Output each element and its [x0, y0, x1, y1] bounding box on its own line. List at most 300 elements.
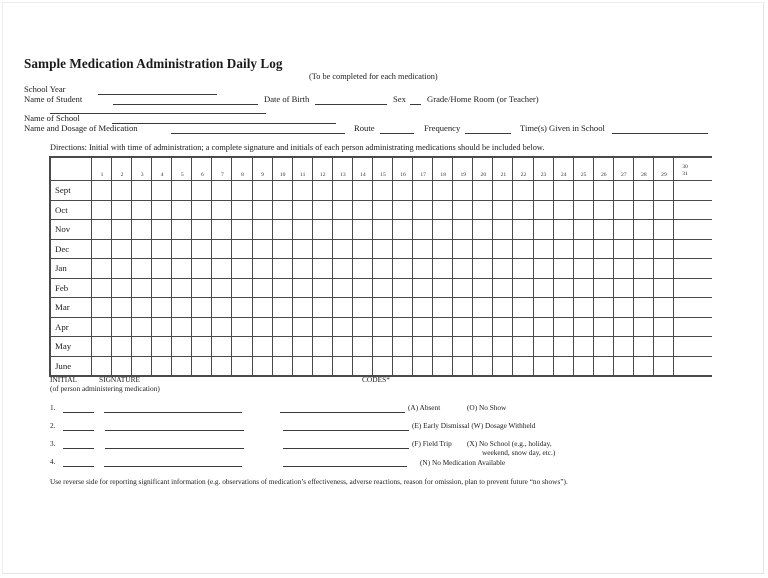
log-cell-nov-17[interactable] [413, 220, 432, 238]
log-cell-june-29[interactable] [654, 357, 673, 375]
log-cell-jan-24[interactable] [554, 259, 573, 277]
log-cell-feb-7[interactable] [212, 279, 231, 297]
log-cell-apr-25[interactable] [574, 318, 593, 336]
log-cell-nov-6[interactable] [192, 220, 211, 238]
log-cell-sept-27[interactable] [614, 181, 633, 199]
log-cell-jan-12[interactable] [313, 259, 332, 277]
log-cell-nov-9[interactable] [253, 220, 272, 238]
times-given-field[interactable] [612, 133, 708, 134]
log-cell-june-22[interactable] [513, 357, 532, 375]
log-cell-june-27[interactable] [614, 357, 633, 375]
log-cell-sept-5[interactable] [172, 181, 191, 199]
log-cell-mar-10[interactable] [273, 298, 292, 316]
log-cell-june-10[interactable] [273, 357, 292, 375]
log-cell-june-7[interactable] [212, 357, 231, 375]
log-cell-jan-13[interactable] [333, 259, 352, 277]
log-cell-mar-22[interactable] [513, 298, 532, 316]
log-cell-apr-26[interactable] [594, 318, 613, 336]
log-cell-oct-4[interactable] [152, 201, 171, 219]
log-cell-feb-28[interactable] [634, 279, 653, 297]
code-entry-field-2[interactable] [283, 430, 409, 431]
log-cell-nov-18[interactable] [433, 220, 452, 238]
log-cell-oct-11[interactable] [293, 201, 312, 219]
log-cell-sept-19[interactable] [453, 181, 472, 199]
log-cell-june-15[interactable] [373, 357, 392, 375]
log-cell-dec-17[interactable] [413, 240, 432, 258]
log-cell-apr-10[interactable] [273, 318, 292, 336]
log-cell-dec-10[interactable] [273, 240, 292, 258]
log-cell-feb-21[interactable] [493, 279, 512, 297]
log-cell-feb-26[interactable] [594, 279, 613, 297]
log-cell-nov-14[interactable] [353, 220, 372, 238]
log-cell-feb-16[interactable] [393, 279, 412, 297]
log-cell-sept-25[interactable] [574, 181, 593, 199]
log-cell-dec-14[interactable] [353, 240, 372, 258]
log-cell-mar-1[interactable] [92, 298, 111, 316]
log-cell-feb-2[interactable] [112, 279, 131, 297]
log-cell-june-2[interactable] [112, 357, 131, 375]
log-cell-may-22[interactable] [513, 337, 532, 355]
log-cell-dec-22[interactable] [513, 240, 532, 258]
log-cell-jan-23[interactable] [534, 259, 553, 277]
log-cell-nov-15[interactable] [373, 220, 392, 238]
log-cell-dec-1[interactable] [92, 240, 111, 258]
log-cell-dec-15[interactable] [373, 240, 392, 258]
log-cell-apr-29[interactable] [654, 318, 673, 336]
log-cell-oct-16[interactable] [393, 201, 412, 219]
log-cell-sept-30[interactable] [674, 181, 711, 199]
log-cell-jan-29[interactable] [654, 259, 673, 277]
log-cell-dec-25[interactable] [574, 240, 593, 258]
log-cell-feb-30[interactable] [674, 279, 711, 297]
log-cell-dec-8[interactable] [232, 240, 251, 258]
log-cell-mar-3[interactable] [132, 298, 151, 316]
log-cell-oct-24[interactable] [554, 201, 573, 219]
log-cell-apr-20[interactable] [473, 318, 492, 336]
log-cell-apr-19[interactable] [453, 318, 472, 336]
log-cell-may-20[interactable] [473, 337, 492, 355]
log-cell-may-4[interactable] [152, 337, 171, 355]
log-cell-june-18[interactable] [433, 357, 452, 375]
log-cell-jan-26[interactable] [594, 259, 613, 277]
log-cell-dec-26[interactable] [594, 240, 613, 258]
log-cell-dec-5[interactable] [172, 240, 191, 258]
log-cell-dec-6[interactable] [192, 240, 211, 258]
log-cell-oct-23[interactable] [534, 201, 553, 219]
log-cell-sept-14[interactable] [353, 181, 372, 199]
log-cell-june-26[interactable] [594, 357, 613, 375]
log-cell-may-2[interactable] [112, 337, 131, 355]
name-of-student-field-continued[interactable] [50, 113, 266, 114]
code-entry-field-1[interactable] [280, 412, 405, 413]
log-cell-mar-16[interactable] [393, 298, 412, 316]
log-cell-mar-29[interactable] [654, 298, 673, 316]
initial-field-1[interactable] [63, 412, 94, 413]
log-cell-may-27[interactable] [614, 337, 633, 355]
log-cell-apr-4[interactable] [152, 318, 171, 336]
log-cell-sept-3[interactable] [132, 181, 151, 199]
log-cell-sept-9[interactable] [253, 181, 272, 199]
log-cell-mar-7[interactable] [212, 298, 231, 316]
log-cell-feb-5[interactable] [172, 279, 191, 297]
log-cell-mar-20[interactable] [473, 298, 492, 316]
log-cell-oct-27[interactable] [614, 201, 633, 219]
log-cell-oct-6[interactable] [192, 201, 211, 219]
log-cell-sept-20[interactable] [473, 181, 492, 199]
log-cell-feb-13[interactable] [333, 279, 352, 297]
log-cell-may-5[interactable] [172, 337, 191, 355]
log-cell-oct-14[interactable] [353, 201, 372, 219]
log-cell-feb-10[interactable] [273, 279, 292, 297]
log-cell-oct-17[interactable] [413, 201, 432, 219]
log-cell-mar-27[interactable] [614, 298, 633, 316]
log-cell-mar-4[interactable] [152, 298, 171, 316]
log-cell-mar-30[interactable] [674, 298, 711, 316]
log-cell-dec-3[interactable] [132, 240, 151, 258]
log-cell-mar-23[interactable] [534, 298, 553, 316]
log-cell-feb-4[interactable] [152, 279, 171, 297]
log-cell-feb-27[interactable] [614, 279, 633, 297]
log-cell-feb-17[interactable] [413, 279, 432, 297]
log-cell-june-28[interactable] [634, 357, 653, 375]
log-cell-may-16[interactable] [393, 337, 412, 355]
log-cell-nov-3[interactable] [132, 220, 151, 238]
log-cell-june-19[interactable] [453, 357, 472, 375]
log-cell-may-21[interactable] [493, 337, 512, 355]
log-cell-nov-11[interactable] [293, 220, 312, 238]
log-cell-apr-21[interactable] [493, 318, 512, 336]
log-cell-may-13[interactable] [333, 337, 352, 355]
log-cell-sept-11[interactable] [293, 181, 312, 199]
log-cell-jan-21[interactable] [493, 259, 512, 277]
log-cell-oct-9[interactable] [253, 201, 272, 219]
log-cell-nov-12[interactable] [313, 220, 332, 238]
log-cell-sept-1[interactable] [92, 181, 111, 199]
log-cell-jan-8[interactable] [232, 259, 251, 277]
log-cell-dec-19[interactable] [453, 240, 472, 258]
signature-field-4[interactable] [104, 466, 242, 467]
log-cell-oct-22[interactable] [513, 201, 532, 219]
log-cell-sept-22[interactable] [513, 181, 532, 199]
log-cell-may-25[interactable] [574, 337, 593, 355]
log-cell-oct-30[interactable] [674, 201, 711, 219]
log-cell-june-16[interactable] [393, 357, 412, 375]
log-cell-mar-19[interactable] [453, 298, 472, 316]
log-cell-feb-14[interactable] [353, 279, 372, 297]
log-cell-mar-26[interactable] [594, 298, 613, 316]
log-cell-mar-5[interactable] [172, 298, 191, 316]
log-cell-feb-23[interactable] [534, 279, 553, 297]
log-cell-apr-7[interactable] [212, 318, 231, 336]
log-cell-apr-18[interactable] [433, 318, 452, 336]
sex-field[interactable] [410, 104, 421, 105]
signature-field-2[interactable] [105, 430, 244, 431]
log-cell-may-3[interactable] [132, 337, 151, 355]
log-cell-nov-28[interactable] [634, 220, 653, 238]
log-cell-mar-21[interactable] [493, 298, 512, 316]
log-cell-mar-15[interactable] [373, 298, 392, 316]
log-cell-sept-23[interactable] [534, 181, 553, 199]
log-cell-june-9[interactable] [253, 357, 272, 375]
log-cell-apr-3[interactable] [132, 318, 151, 336]
log-cell-may-24[interactable] [554, 337, 573, 355]
log-cell-oct-8[interactable] [232, 201, 251, 219]
log-cell-oct-2[interactable] [112, 201, 131, 219]
log-cell-dec-18[interactable] [433, 240, 452, 258]
log-cell-nov-8[interactable] [232, 220, 251, 238]
log-cell-june-25[interactable] [574, 357, 593, 375]
name-dosage-field[interactable] [171, 133, 345, 134]
log-cell-nov-16[interactable] [393, 220, 412, 238]
frequency-field[interactable] [465, 133, 511, 134]
date-of-birth-field[interactable] [315, 104, 387, 105]
log-cell-feb-19[interactable] [453, 279, 472, 297]
log-cell-jan-16[interactable] [393, 259, 412, 277]
log-cell-mar-14[interactable] [353, 298, 372, 316]
log-cell-oct-25[interactable] [574, 201, 593, 219]
log-cell-may-15[interactable] [373, 337, 392, 355]
log-cell-oct-28[interactable] [634, 201, 653, 219]
log-cell-dec-2[interactable] [112, 240, 131, 258]
log-cell-apr-2[interactable] [112, 318, 131, 336]
log-cell-dec-12[interactable] [313, 240, 332, 258]
log-cell-sept-4[interactable] [152, 181, 171, 199]
log-cell-nov-20[interactable] [473, 220, 492, 238]
log-cell-oct-26[interactable] [594, 201, 613, 219]
log-cell-jan-11[interactable] [293, 259, 312, 277]
log-cell-nov-19[interactable] [453, 220, 472, 238]
log-cell-dec-24[interactable] [554, 240, 573, 258]
log-cell-nov-13[interactable] [333, 220, 352, 238]
log-cell-june-12[interactable] [313, 357, 332, 375]
log-cell-dec-9[interactable] [253, 240, 272, 258]
log-cell-apr-24[interactable] [554, 318, 573, 336]
log-cell-mar-24[interactable] [554, 298, 573, 316]
log-cell-apr-17[interactable] [413, 318, 432, 336]
log-cell-dec-13[interactable] [333, 240, 352, 258]
school-year-field[interactable] [98, 94, 217, 95]
log-cell-dec-7[interactable] [212, 240, 231, 258]
log-cell-apr-14[interactable] [353, 318, 372, 336]
log-cell-jan-28[interactable] [634, 259, 653, 277]
log-cell-nov-21[interactable] [493, 220, 512, 238]
log-cell-june-4[interactable] [152, 357, 171, 375]
log-cell-oct-20[interactable] [473, 201, 492, 219]
log-cell-sept-28[interactable] [634, 181, 653, 199]
log-cell-may-8[interactable] [232, 337, 251, 355]
log-cell-nov-1[interactable] [92, 220, 111, 238]
log-cell-may-12[interactable] [313, 337, 332, 355]
log-cell-sept-15[interactable] [373, 181, 392, 199]
log-cell-oct-1[interactable] [92, 201, 111, 219]
log-cell-may-9[interactable] [253, 337, 272, 355]
log-cell-sept-29[interactable] [654, 181, 673, 199]
log-cell-sept-18[interactable] [433, 181, 452, 199]
log-cell-may-29[interactable] [654, 337, 673, 355]
log-cell-jan-7[interactable] [212, 259, 231, 277]
log-cell-apr-12[interactable] [313, 318, 332, 336]
log-cell-jan-5[interactable] [172, 259, 191, 277]
log-cell-nov-23[interactable] [534, 220, 553, 238]
log-cell-dec-29[interactable] [654, 240, 673, 258]
log-cell-mar-12[interactable] [313, 298, 332, 316]
log-cell-oct-5[interactable] [172, 201, 191, 219]
log-cell-apr-11[interactable] [293, 318, 312, 336]
log-cell-feb-8[interactable] [232, 279, 251, 297]
log-cell-mar-18[interactable] [433, 298, 452, 316]
log-cell-june-1[interactable] [92, 357, 111, 375]
log-cell-apr-6[interactable] [192, 318, 211, 336]
log-cell-feb-3[interactable] [132, 279, 151, 297]
log-cell-sept-13[interactable] [333, 181, 352, 199]
log-cell-nov-30[interactable] [674, 220, 711, 238]
log-cell-apr-16[interactable] [393, 318, 412, 336]
log-cell-may-23[interactable] [534, 337, 553, 355]
log-cell-jan-20[interactable] [473, 259, 492, 277]
log-cell-may-18[interactable] [433, 337, 452, 355]
log-cell-dec-16[interactable] [393, 240, 412, 258]
log-cell-dec-20[interactable] [473, 240, 492, 258]
log-cell-dec-4[interactable] [152, 240, 171, 258]
log-cell-june-8[interactable] [232, 357, 251, 375]
log-cell-mar-25[interactable] [574, 298, 593, 316]
log-cell-oct-21[interactable] [493, 201, 512, 219]
log-cell-may-14[interactable] [353, 337, 372, 355]
log-cell-sept-24[interactable] [554, 181, 573, 199]
log-cell-june-20[interactable] [473, 357, 492, 375]
log-cell-mar-11[interactable] [293, 298, 312, 316]
log-cell-mar-17[interactable] [413, 298, 432, 316]
log-cell-sept-16[interactable] [393, 181, 412, 199]
log-cell-oct-15[interactable] [373, 201, 392, 219]
log-cell-oct-12[interactable] [313, 201, 332, 219]
log-cell-sept-17[interactable] [413, 181, 432, 199]
log-cell-dec-30[interactable] [674, 240, 711, 258]
log-cell-apr-23[interactable] [534, 318, 553, 336]
log-cell-may-10[interactable] [273, 337, 292, 355]
log-cell-oct-3[interactable] [132, 201, 151, 219]
log-cell-may-1[interactable] [92, 337, 111, 355]
log-cell-apr-9[interactable] [253, 318, 272, 336]
log-cell-feb-18[interactable] [433, 279, 452, 297]
log-cell-may-6[interactable] [192, 337, 211, 355]
log-cell-nov-5[interactable] [172, 220, 191, 238]
log-cell-sept-2[interactable] [112, 181, 131, 199]
log-cell-nov-7[interactable] [212, 220, 231, 238]
log-cell-feb-11[interactable] [293, 279, 312, 297]
log-cell-feb-25[interactable] [574, 279, 593, 297]
log-cell-jan-9[interactable] [253, 259, 272, 277]
log-cell-may-26[interactable] [594, 337, 613, 355]
name-of-student-field[interactable] [113, 104, 258, 105]
route-field[interactable] [380, 133, 414, 134]
log-cell-dec-27[interactable] [614, 240, 633, 258]
log-cell-jan-10[interactable] [273, 259, 292, 277]
log-cell-nov-27[interactable] [614, 220, 633, 238]
log-cell-feb-20[interactable] [473, 279, 492, 297]
log-cell-june-3[interactable] [132, 357, 151, 375]
code-entry-field-4[interactable] [283, 466, 407, 467]
log-cell-june-11[interactable] [293, 357, 312, 375]
log-cell-may-7[interactable] [212, 337, 231, 355]
log-cell-apr-8[interactable] [232, 318, 251, 336]
log-cell-sept-21[interactable] [493, 181, 512, 199]
log-cell-nov-22[interactable] [513, 220, 532, 238]
log-cell-jan-22[interactable] [513, 259, 532, 277]
log-cell-jan-30[interactable] [674, 259, 711, 277]
log-cell-jan-1[interactable] [92, 259, 111, 277]
log-cell-jan-15[interactable] [373, 259, 392, 277]
log-cell-apr-13[interactable] [333, 318, 352, 336]
log-cell-mar-13[interactable] [333, 298, 352, 316]
log-cell-jan-14[interactable] [353, 259, 372, 277]
log-cell-dec-11[interactable] [293, 240, 312, 258]
log-cell-june-13[interactable] [333, 357, 352, 375]
log-cell-oct-29[interactable] [654, 201, 673, 219]
log-cell-jan-25[interactable] [574, 259, 593, 277]
log-cell-may-17[interactable] [413, 337, 432, 355]
log-cell-oct-19[interactable] [453, 201, 472, 219]
signature-field-3[interactable] [105, 448, 244, 449]
initial-field-4[interactable] [63, 466, 94, 467]
log-cell-feb-6[interactable] [192, 279, 211, 297]
log-cell-may-19[interactable] [453, 337, 472, 355]
log-cell-mar-8[interactable] [232, 298, 251, 316]
log-cell-feb-1[interactable] [92, 279, 111, 297]
log-cell-june-24[interactable] [554, 357, 573, 375]
log-cell-dec-23[interactable] [534, 240, 553, 258]
log-cell-nov-2[interactable] [112, 220, 131, 238]
signature-field-1[interactable] [104, 412, 242, 413]
name-of-school-field[interactable] [112, 123, 336, 124]
log-cell-nov-25[interactable] [574, 220, 593, 238]
log-cell-june-23[interactable] [534, 357, 553, 375]
log-cell-sept-10[interactable] [273, 181, 292, 199]
log-cell-nov-24[interactable] [554, 220, 573, 238]
log-cell-apr-27[interactable] [614, 318, 633, 336]
log-cell-feb-15[interactable] [373, 279, 392, 297]
log-cell-feb-29[interactable] [654, 279, 673, 297]
log-cell-june-6[interactable] [192, 357, 211, 375]
log-cell-oct-18[interactable] [433, 201, 452, 219]
log-cell-feb-22[interactable] [513, 279, 532, 297]
log-cell-apr-28[interactable] [634, 318, 653, 336]
log-cell-oct-7[interactable] [212, 201, 231, 219]
log-cell-june-30[interactable] [674, 357, 711, 375]
log-cell-may-30[interactable] [674, 337, 711, 355]
log-cell-mar-28[interactable] [634, 298, 653, 316]
log-cell-nov-10[interactable] [273, 220, 292, 238]
log-cell-may-28[interactable] [634, 337, 653, 355]
log-cell-oct-10[interactable] [273, 201, 292, 219]
log-cell-jan-4[interactable] [152, 259, 171, 277]
log-cell-mar-9[interactable] [253, 298, 272, 316]
log-cell-nov-26[interactable] [594, 220, 613, 238]
code-entry-field-3[interactable] [283, 448, 409, 449]
log-cell-jan-17[interactable] [413, 259, 432, 277]
initial-field-2[interactable] [63, 430, 94, 431]
log-cell-may-11[interactable] [293, 337, 312, 355]
log-cell-mar-2[interactable] [112, 298, 131, 316]
log-cell-june-21[interactable] [493, 357, 512, 375]
log-cell-dec-28[interactable] [634, 240, 653, 258]
log-cell-apr-22[interactable] [513, 318, 532, 336]
log-cell-jan-6[interactable] [192, 259, 211, 277]
log-cell-june-14[interactable] [353, 357, 372, 375]
log-cell-june-5[interactable] [172, 357, 191, 375]
log-cell-sept-6[interactable] [192, 181, 211, 199]
log-cell-apr-30[interactable] [674, 318, 711, 336]
